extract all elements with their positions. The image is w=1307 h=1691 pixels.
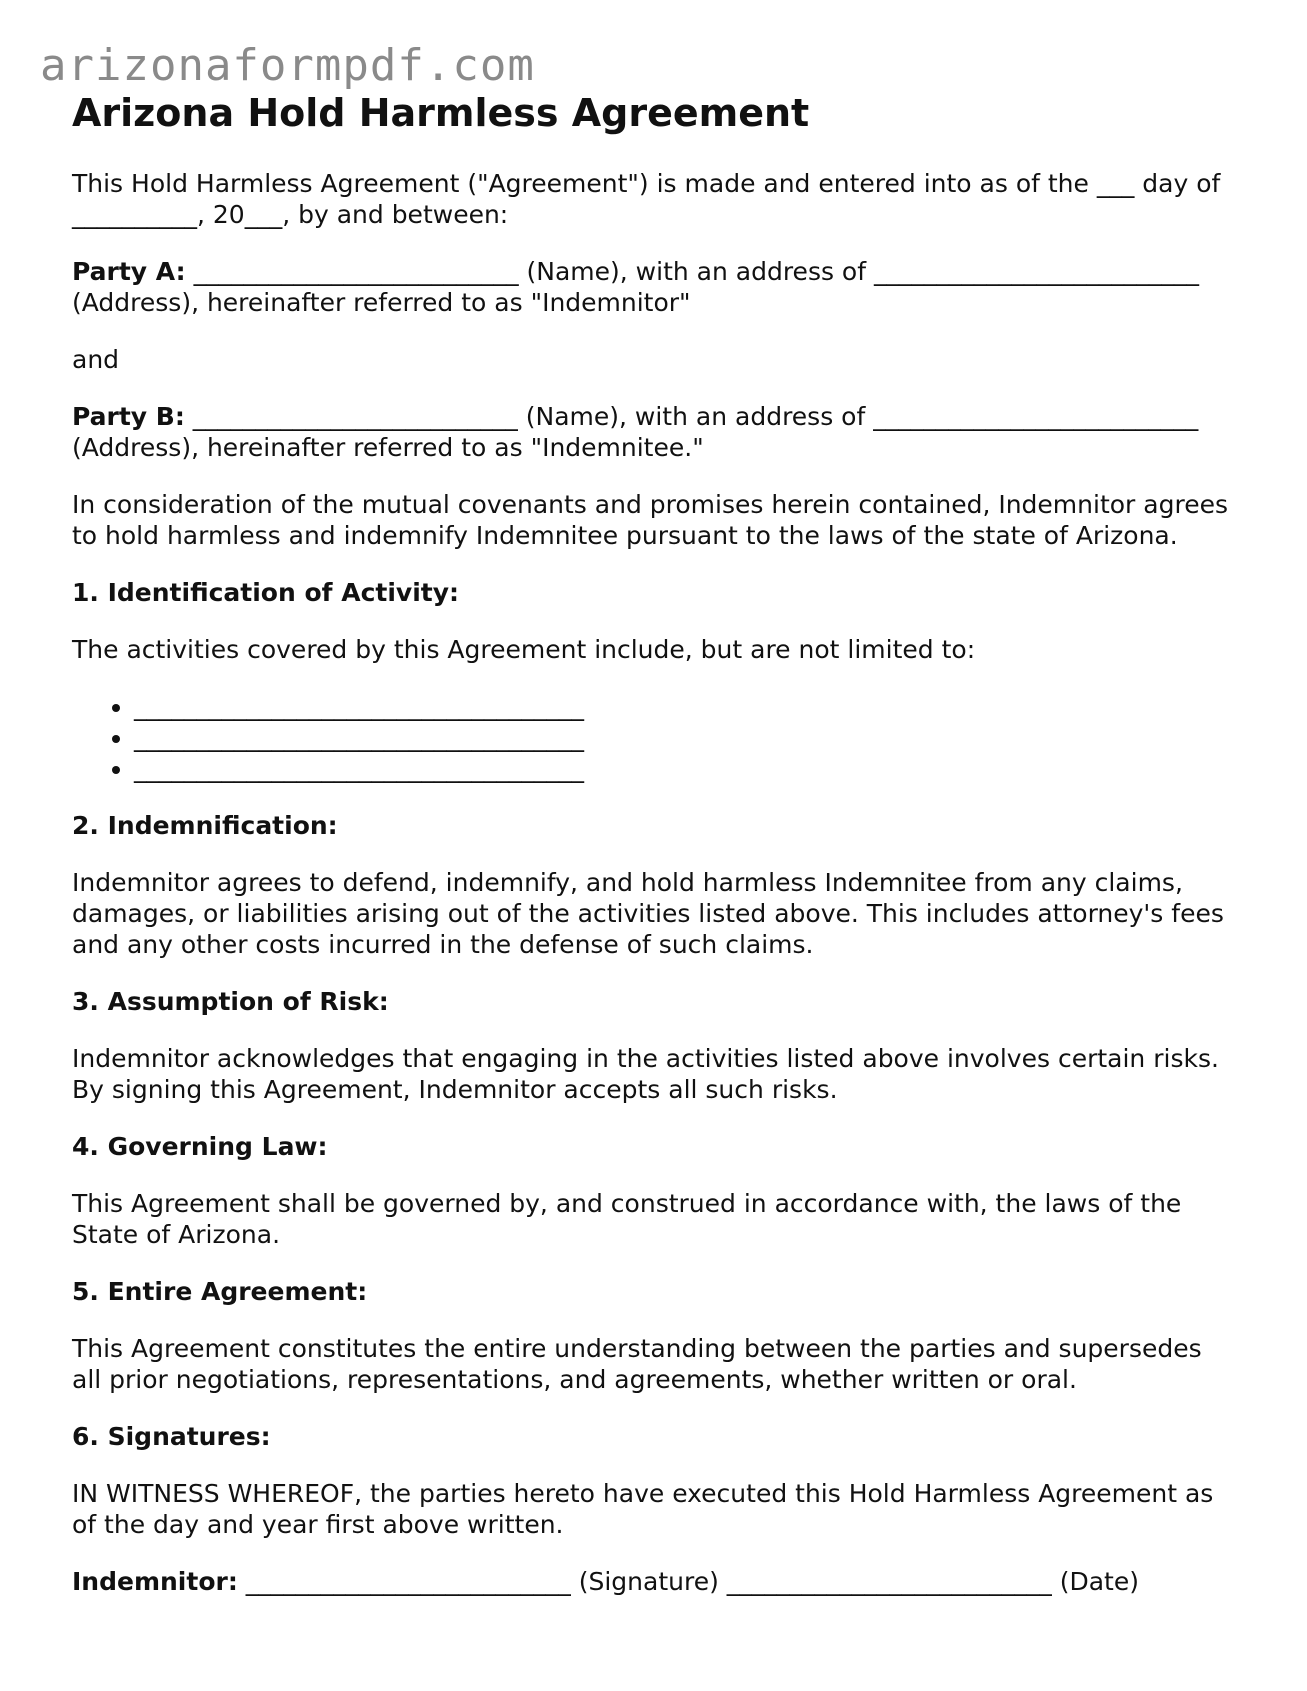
party-b-label: Party B:: [72, 402, 185, 431]
consideration-paragraph: In consideration of the mutual covenants and promises herein contained, Indemnitor agrees to hold harmless and indemnify Indemnitee pursuant to the laws of the state of Arizona.: [72, 490, 1228, 550]
document-title: Arizona Hold Harmless Agreement: [72, 91, 810, 135]
section-4-body: This Agreement shall be governed by, and construed in accordance with, the laws of the State of Arizona.: [72, 1189, 1182, 1249]
party-a-text: __________________________ (Name), with an address of __________________________ (Address), hereinafter referred to as "Indemnitor": [72, 257, 1199, 317]
signature-text: __________________________ (Signature) __________________________ (Date): [237, 1567, 1139, 1596]
activity-blank: • ____________________________________: [134, 753, 1237, 784]
section-3-heading: 3. Assumption of Risk:: [72, 987, 389, 1016]
section-1-body: The activities covered by this Agreement include, but are not limited to:: [72, 635, 976, 664]
signature-label: Indemnitor:: [72, 1567, 238, 1596]
section-5-body: This Agreement constitutes the entire understanding between the parties and supersedes all prior negotiations, representations, and agreements, whether written or oral.: [72, 1334, 1202, 1394]
signature-line: [72, 1566, 1237, 1597]
activity-blank: • ____________________________________: [134, 722, 1237, 753]
watermark: arizonaformpdf.com: [40, 40, 535, 91]
document-page: [72, 90, 1237, 1623]
section-1-heading: 1. Identification of Activity:: [72, 578, 460, 607]
and-text: and: [72, 345, 120, 374]
section-3-body: Indemnitor acknowledges that engaging in the activities listed above involves certain risks. By signing this Agreement, Indemnitor accepts all such risks.: [72, 1044, 1219, 1104]
section-2-body: Indemnitor agrees to defend, indemnify, and hold harmless Indemnitee from any claims, damages, or liabilities arising out of the activities listed above. This includes attorney's fees and any other costs incurred in the defense of such claims.: [72, 868, 1224, 959]
party-b-text: __________________________ (Name), with an address of __________________________ (Address), hereinafter referred to as "Indemnitee.": [72, 402, 1199, 462]
activity-list: [72, 691, 1237, 784]
section-5-heading: 5. Entire Agreement:: [72, 1277, 368, 1306]
section-4-heading: 4. Governing Law:: [72, 1132, 328, 1161]
section-6-heading: 6. Signatures:: [72, 1422, 271, 1451]
section-6-body: IN WITNESS WHEREOF, the parties hereto have executed this Hold Harmless Agreement as of the day and year first above written.: [72, 1479, 1214, 1539]
party-a-paragraph: [72, 256, 1237, 318]
activity-blank: • ____________________________________: [134, 691, 1237, 722]
section-2-heading: 2. Indemnification:: [72, 811, 338, 840]
party-a-label: Party A:: [72, 257, 186, 286]
party-b-paragraph: [72, 401, 1237, 463]
intro-paragraph: This Hold Harmless Agreement ("Agreement") is made and entered into as of the ___ day of __________, 20___, by and between:: [72, 169, 1221, 229]
